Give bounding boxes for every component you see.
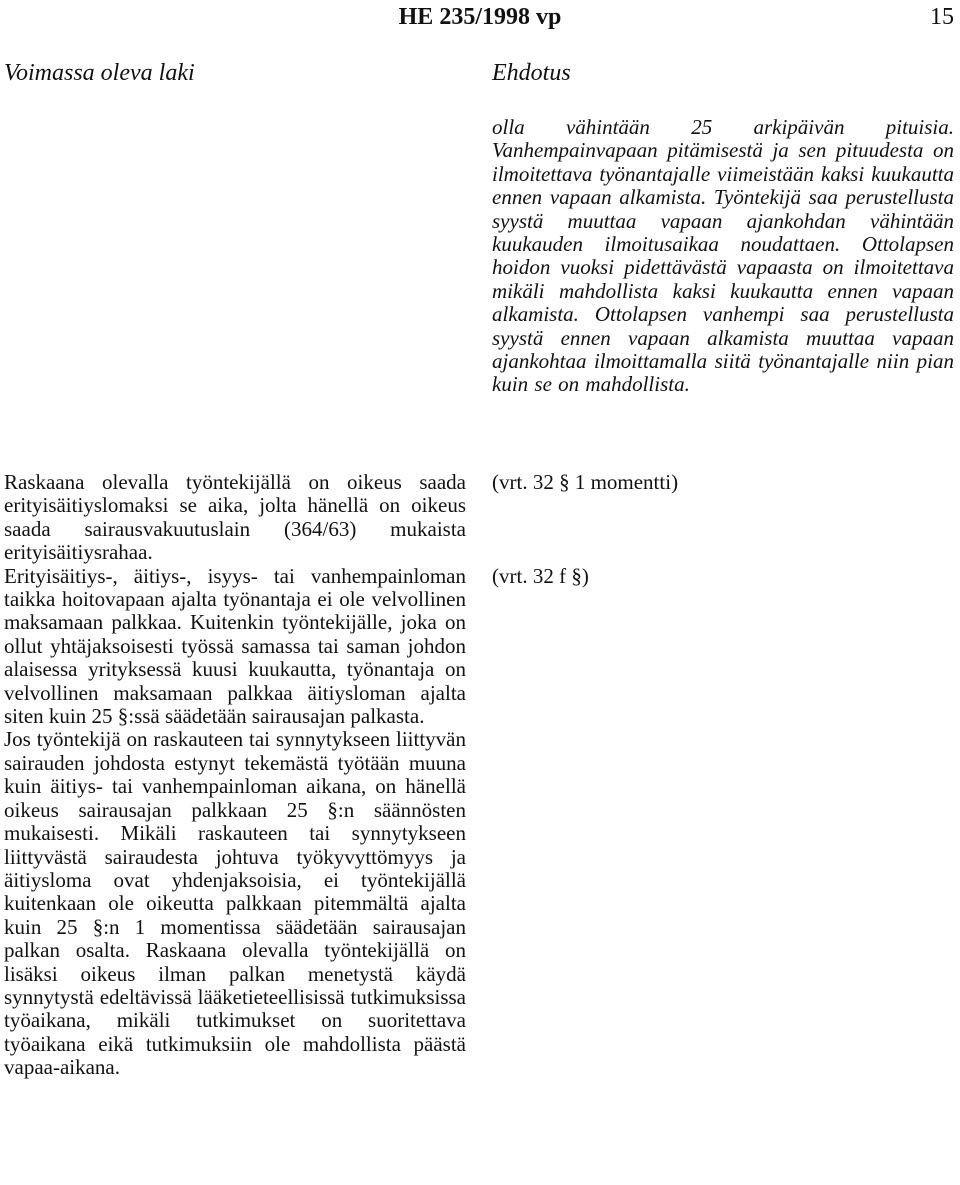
current-law-paragraph-1: Raskaana olevalla työntekijällä on oikeus saada erityisäitiyslomaksi se aika, jolta hänellä on oikeus saada sairausvakuutuslain (364/63) mukaista erityisäitiysrahaa. bbox=[4, 470, 466, 565]
proposal-heading: Ehdotus bbox=[492, 60, 571, 86]
section-reference-1: (vrt. 32 § 1 momentti) bbox=[492, 470, 679, 494]
page-number: 15 bbox=[930, 4, 954, 30]
proposal-column bbox=[492, 116, 954, 397]
page-header bbox=[0, 2, 960, 32]
document-id: HE 235/1998 vp bbox=[398, 4, 562, 30]
current-law-paragraph-2: Erityisäitiys-, äitiys-, isyys- tai vanhempainloman taikka hoitovapaan ajalta työnantaja ei ole velvollinen maksamaan palkkaa. Kuitenkin työntekijälle, joka on ollut yhtäjaksoisesti työssä samassa tai saman johdon alaisessa yrityksessä kuusi kuukautta, työnantaja on velvollinen maksamaan palkkaa äitiysloman ajalta siten kuin 25 §:ssä säädetään sairausajan palkasta. bbox=[4, 563, 466, 729]
current-law-column bbox=[4, 471, 466, 1080]
current-law-heading: Voimassa oleva laki bbox=[4, 60, 195, 86]
section-reference-2: (vrt. 32 f §) bbox=[492, 564, 589, 588]
current-law-paragraph-3: Jos työntekijä on raskauteen tai synnytykseen liittyvän sairauden johdosta estynyt tekemästä työtään muuna kuin äitiys- tai vanhempainloman aikana, on hänellä oikeus sairausajan palkkaan 25 §:n säännösten mukaisesti. Mikäli raskauteen tai synnytykseen liittyvästä sairaudesta johtuva työkyvyttömyys ja äitiysloma ovat yhdenjaksoisia, ei työntekijällä kuitenkaan ole oikeutta palkkaan pitemmältä ajalta kuin 25 §:n 1 momentissa säädetään sairausajan palkan osalta. Raskaana olevalla työntekijällä on lisäksi oikeus ilman palkan menetystä käydä synnytystä edeltävissä lääketieteellisissä tutkimuksissa työaikana, mikäli tutkimukset on suoritettava työaikana eikä tutkimuksiin ole mahdollista päästä vapaa-aikana. bbox=[4, 727, 466, 1080]
proposal-paragraph: olla vähintään 25 arkipäivän pituisia. Vanhempainvapaan pitämisestä ja sen pituudesta on ilmoitettava työnantajalle viimeistään kaksi kuukautta ennen vapaan alkamista. Työntekijä saa perustellusta syystä muuttaa vapaan ajankohdan vähintään kuukauden ilmoitusaikaa noudattaen. Ottolapsen hoidon vuoksi pidettävästä vapaasta on ilmoitettava mikäli mahdollista kaksi kuukautta ennen vapaan alkamista. Ottolapsen vanhempi saa perustellusta syystä ennen vapaan alkamista muuttaa vapaan ajankohtaa ilmoittamalla siitä työnantajalle niin pian kuin se on mahdollista. bbox=[492, 115, 954, 397]
